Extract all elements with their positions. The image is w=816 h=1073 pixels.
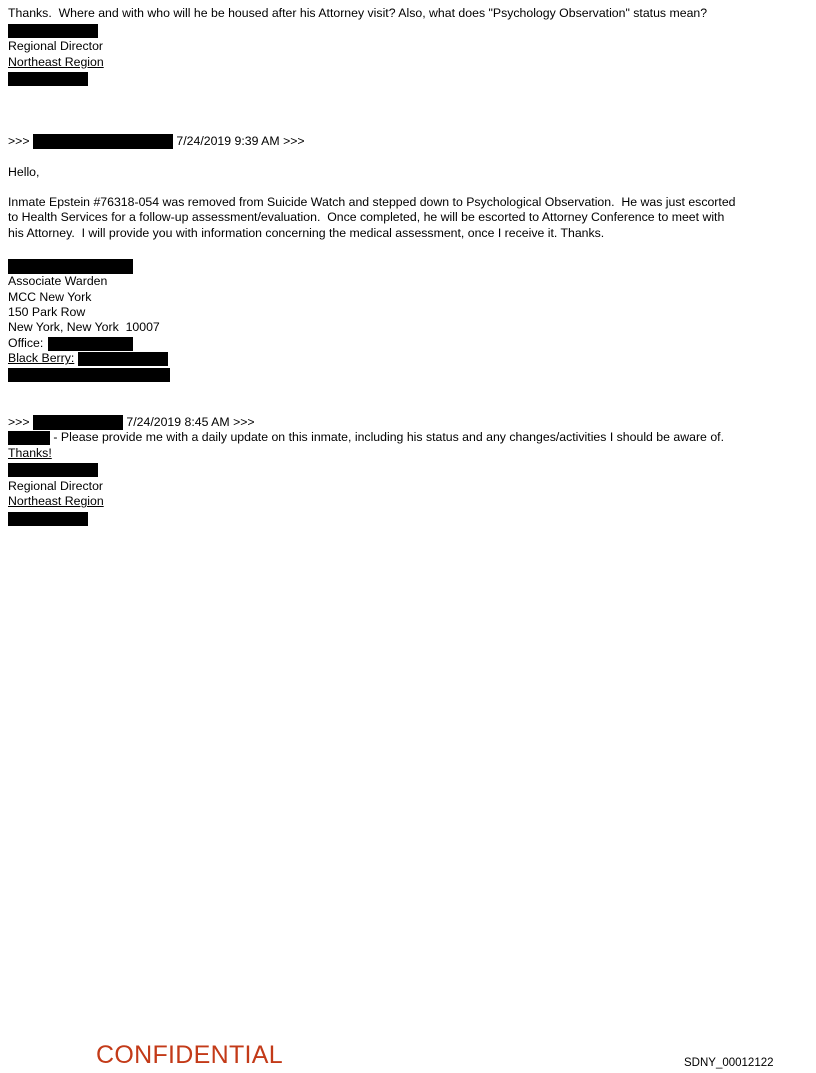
signature-title: Regional Director [8, 39, 104, 54]
redaction-bar [8, 72, 88, 86]
redaction-bar [78, 352, 168, 366]
redaction-bar [33, 134, 173, 149]
message-body-first-line [8, 430, 808, 445]
header-prefix: >>> [8, 414, 30, 429]
message-header [8, 134, 808, 149]
signature-facility: MCC New York [8, 289, 92, 304]
message-body [8, 430, 808, 461]
signature-block-third [8, 461, 808, 528]
header-timestamp: 7/24/2019 9:39 AM [176, 134, 280, 149]
signature-street: 150 Park Row [8, 305, 86, 320]
office-label: Office: [8, 335, 44, 350]
header-prefix: >>> [8, 134, 30, 149]
header-suffix: >>> [233, 414, 255, 429]
message-body-line: Thanks. Where and with who will he be housed after his Attorney visit? Also, what does "Psychology Observation" status mean? [8, 6, 708, 20]
redaction-bar [8, 368, 170, 382]
spacer [8, 150, 808, 165]
signature-region: Northeast Region [8, 494, 104, 509]
spacer [8, 241, 808, 256]
redaction-bar [8, 463, 98, 477]
redaction-bar [48, 337, 133, 351]
signature-block-top [8, 21, 808, 88]
bates-number: SDNY_00012122 [684, 1057, 774, 1069]
signature-title: Associate Warden [8, 274, 108, 289]
signature-blackberry-row [8, 351, 808, 366]
message-third [8, 415, 808, 528]
message-body-line: - Please provide me with a daily update on this inmate, including his status and any changes/activities I should be aware of. [53, 430, 724, 445]
message-body-line: Thanks! [8, 445, 52, 460]
redaction-bar [8, 24, 98, 38]
message-greeting: Hello, [8, 164, 40, 179]
signature-office-row [8, 336, 808, 351]
header-timestamp: 7/24/2019 8:45 AM [126, 414, 230, 429]
message-body-line: his Attorney. I will provide you with information concerning the medical assessment, once I receive it. Thanks. [8, 225, 605, 240]
spacer [8, 180, 808, 195]
message-body-line: Inmate Epstein #76318-054 was removed from Suicide Watch and stepped down to Psychological Observation. He was just escorted [8, 195, 736, 210]
confidential-stamp: CONFIDENTIAL [96, 1041, 283, 1069]
signature-block-second [8, 256, 808, 384]
signature-city-state-zip: New York, New York 10007 [8, 320, 160, 335]
redaction-bar [33, 415, 123, 430]
redaction-bar [8, 259, 133, 274]
message-header [8, 415, 808, 430]
redaction-bar [8, 431, 50, 445]
signature-title: Regional Director [8, 478, 104, 493]
redaction-bar [8, 512, 88, 526]
thread-spacer [8, 385, 808, 415]
message-second [8, 134, 808, 384]
email-thread [8, 6, 808, 528]
thread-spacer [8, 88, 808, 134]
header-suffix: >>> [283, 134, 305, 149]
message-body [8, 195, 808, 241]
message-top [8, 6, 808, 88]
message-body-line: to Health Services for a follow-up assessment/evaluation. Once completed, he will be escorted to Attorney Conference to meet with [8, 210, 725, 225]
blackberry-label: Black Berry: [8, 351, 75, 366]
signature-region: Northeast Region [8, 54, 104, 69]
